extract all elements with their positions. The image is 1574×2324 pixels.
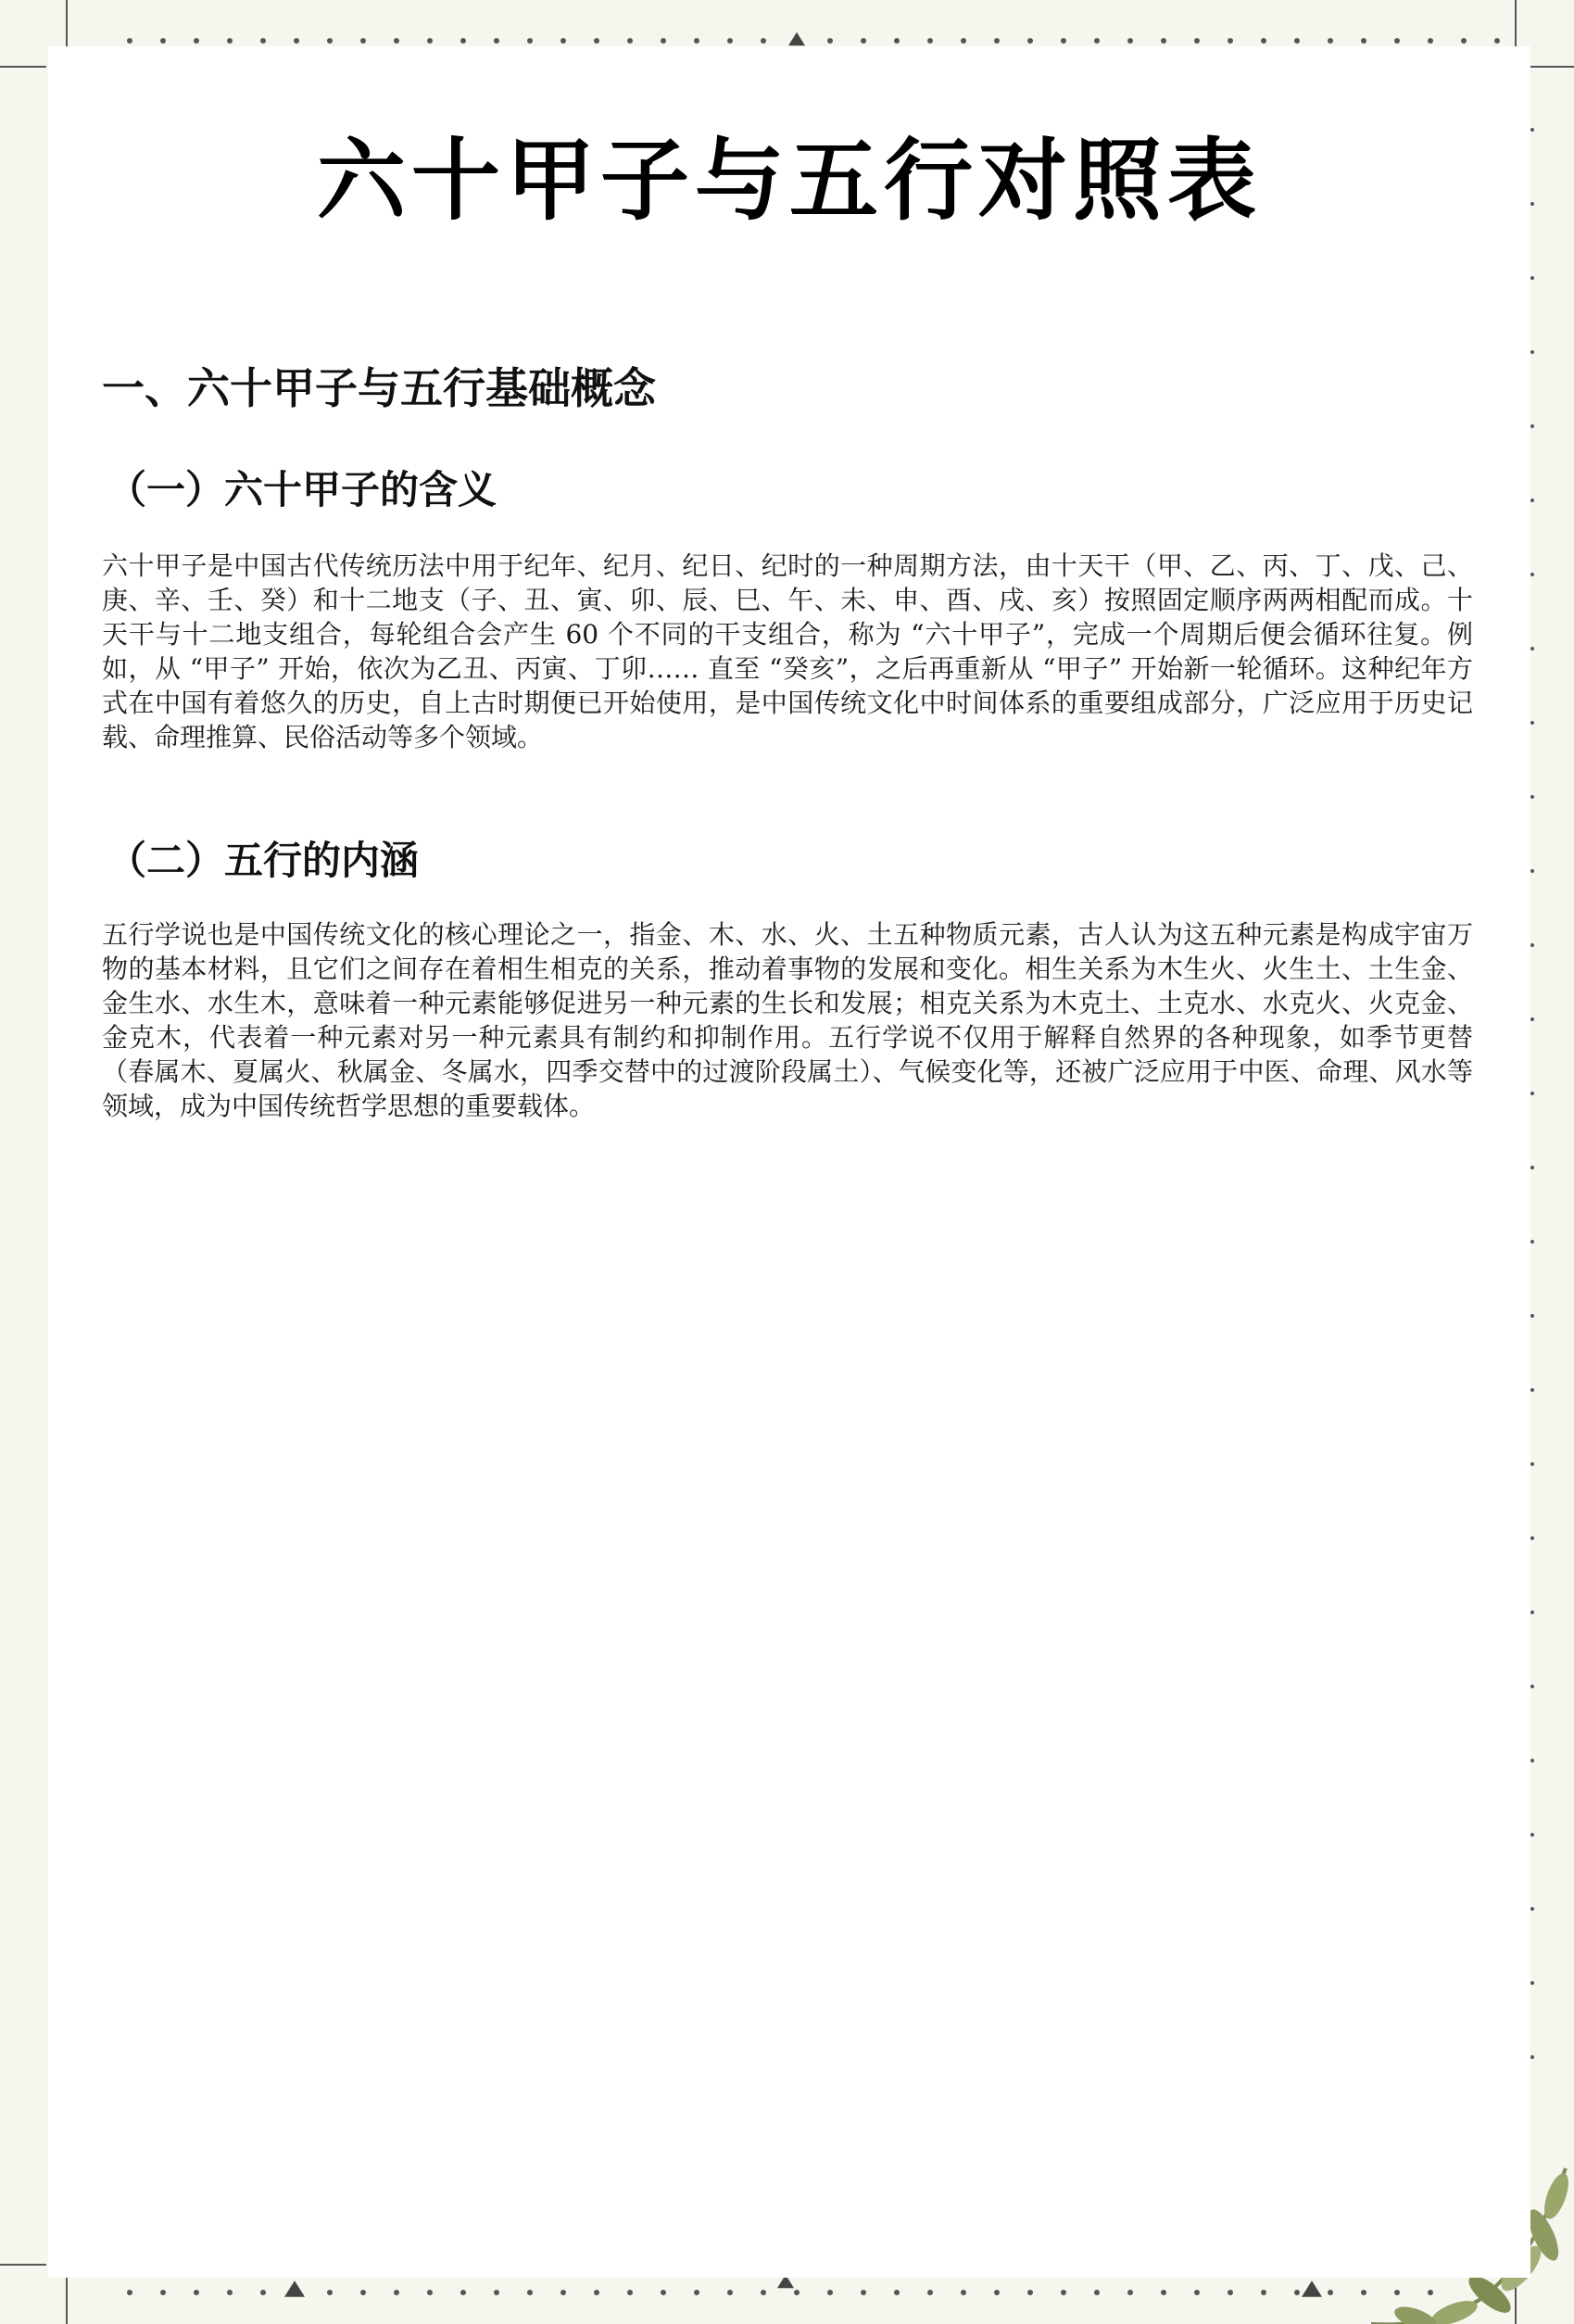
border-dot xyxy=(1530,647,1534,650)
border-triangle xyxy=(1302,2280,1322,2297)
border-dot xyxy=(194,38,199,44)
border-dot xyxy=(327,2290,333,2295)
border-dot xyxy=(661,2290,666,2295)
border-dot xyxy=(661,38,666,44)
border-dot xyxy=(1394,2290,1400,2295)
border-dot xyxy=(1061,2290,1066,2295)
border-dot xyxy=(1530,1314,1534,1318)
border-dot xyxy=(1328,2290,1333,2295)
border-dot xyxy=(1094,2290,1100,2295)
border-dot xyxy=(427,38,433,44)
border-dot xyxy=(294,38,299,44)
border-dot xyxy=(894,38,900,44)
border-dot xyxy=(427,2290,433,2295)
border-dot xyxy=(1228,38,1233,44)
border-triangle xyxy=(788,32,805,45)
border-dot xyxy=(1530,1536,1534,1540)
border-dot xyxy=(1530,128,1534,132)
border-dot xyxy=(1027,2290,1033,2295)
border-dot xyxy=(1461,38,1467,44)
border-dot xyxy=(1530,573,1534,576)
section-heading: 一、六十甲子与五行基础概念 xyxy=(102,363,656,413)
border-dot xyxy=(927,38,933,44)
border-dot xyxy=(1361,38,1366,44)
border-dot xyxy=(1061,38,1066,44)
border-triangle xyxy=(284,2280,305,2297)
border-dot xyxy=(1530,1166,1534,1169)
border-dot xyxy=(227,2290,233,2295)
paragraph-wuxing: 五行学说也是中国传统文化的核心理论之一，指金、木、水、火、土五种物质元素，古人认为这五种元素是构成宇宙万物的基本材料，且它们之间存在着相生相克的关系，推动着事物的发展和变化。相生关系为木生火、火生土、土生金、金生水、水生木，意味着一种元素能够促进另一种元素的生长和发展；相克关系为木克土、土克水、水克火、火克金、金克木，代表着一种元素对另一种元素具有制约和抑制作用。五行学说不仅用于解释自然界的各种现象，如季节更替（春属木、夏属火、秋属金、冬属水，四季交替中的过渡阶段属土）、气候变化等，还被广泛应用于中医、命理、风水等领域，成为中国传统哲学思想的重要载体。 xyxy=(102,919,1473,1121)
border-dot xyxy=(1530,1759,1534,1762)
border-dot xyxy=(1094,38,1100,44)
border-dot xyxy=(994,38,1000,44)
border-dot xyxy=(1530,943,1534,947)
border-dot xyxy=(1530,1685,1534,1688)
border-dot xyxy=(1530,350,1534,354)
border-dot xyxy=(1530,1907,1534,1911)
border-dot xyxy=(1530,1833,1534,1837)
border-dot xyxy=(1494,38,1500,44)
border-dot xyxy=(761,2290,766,2295)
border-dot xyxy=(194,2290,199,2295)
border-dot xyxy=(394,2290,399,2295)
border-dot xyxy=(1530,1388,1534,1392)
subsection-heading-wuxing: （二）五行的内涵 xyxy=(107,838,420,883)
border-dot xyxy=(961,2290,966,2295)
border-dot xyxy=(1328,38,1333,44)
border-dot xyxy=(1294,38,1300,44)
border-dot xyxy=(1394,38,1400,44)
border-dot xyxy=(894,2290,900,2295)
border-dot xyxy=(394,38,399,44)
border-dot xyxy=(1530,721,1534,725)
border-dot xyxy=(994,2290,1000,2295)
border-dot xyxy=(594,38,599,44)
border-dot xyxy=(360,2290,366,2295)
subsection-heading-meaning: （一）六十甲子的含义 xyxy=(107,467,497,512)
border-dot xyxy=(1530,1092,1534,1095)
border-dot xyxy=(1161,38,1166,44)
document-page xyxy=(48,46,1530,2278)
border-dot xyxy=(494,2290,499,2295)
border-dot xyxy=(1530,499,1534,502)
right-tick-border xyxy=(1530,128,1534,2059)
border-dot xyxy=(1530,202,1534,206)
border-dot xyxy=(527,2290,533,2295)
document-title: 六十甲子与五行对照表 xyxy=(317,129,1262,233)
border-dot xyxy=(1127,38,1133,44)
border-dot xyxy=(294,2290,299,2295)
border-dot xyxy=(594,2290,599,2295)
border-dot xyxy=(927,2290,933,2295)
border-dot xyxy=(160,2290,166,2295)
border-dot xyxy=(694,2290,699,2295)
border-dot xyxy=(127,38,132,44)
border-dot xyxy=(827,38,833,44)
border-dot xyxy=(460,38,466,44)
border-dot xyxy=(1194,2290,1200,2295)
border-dot xyxy=(961,38,966,44)
border-dot xyxy=(1261,2290,1266,2295)
border-dot xyxy=(1530,1610,1534,1614)
border-dot xyxy=(360,38,366,44)
border-dot xyxy=(1530,1017,1534,1021)
bottom-dot-border xyxy=(127,2275,1433,2297)
border-dot xyxy=(1027,38,1033,44)
border-dot xyxy=(1161,2290,1166,2295)
border-dot xyxy=(861,2290,866,2295)
border-dot xyxy=(1530,795,1534,799)
border-dot xyxy=(827,2290,833,2295)
border-dot xyxy=(1294,2290,1300,2295)
border-dot xyxy=(260,38,266,44)
border-dot xyxy=(861,38,866,44)
border-dot xyxy=(527,38,533,44)
border-dot xyxy=(1530,2055,1534,2059)
border-dot xyxy=(1530,1981,1534,1985)
border-dot xyxy=(494,38,499,44)
border-dot xyxy=(1361,2290,1366,2295)
border-dot xyxy=(227,38,233,44)
top-dot-border xyxy=(127,32,1500,45)
border-dot xyxy=(727,38,733,44)
border-dot xyxy=(1530,276,1534,280)
border-dot xyxy=(1530,1462,1534,1466)
border-dot xyxy=(1428,2290,1433,2295)
border-dot xyxy=(1228,2290,1233,2295)
border-dot xyxy=(727,2290,733,2295)
border-dot xyxy=(627,38,633,44)
border-dot xyxy=(1127,2290,1133,2295)
border-dot xyxy=(694,38,699,44)
border-dot xyxy=(327,38,333,44)
border-dot xyxy=(1530,1240,1534,1244)
border-dot xyxy=(560,2290,566,2295)
border-dot xyxy=(1428,38,1433,44)
border-dot xyxy=(560,38,566,44)
border-dot xyxy=(1530,869,1534,873)
paragraph-sixty-jiazi: 六十甲子是中国古代传统历法中用于纪年、纪月、纪日、纪时的一种周期方法，由十天干（甲、乙、丙、丁、戊、己、庚、辛、壬、癸）和十二地支（子、丑、寅、卯、辰、巳、午、未、申、酉、戌、亥）按照固定顺序两两相配而成。十天干与十二地支组合，每轮组合会产生 60 个不同的干支组合，称为 “六十甲子”，完成一个周期后便会循环往复。例如，从 “甲子” 开始，依次为乙丑、丙寅、丁卯…… 直至 “癸亥”，之后再重新从 “甲子” 开始新一轮循环。这种纪年方式在中国有着悠久的历史，自上古时期便已开始使用，是中国传统文化中时间体系的重要组成部分，广泛应用于历史记载、命理推算、民俗活动等多个领域。 xyxy=(102,550,1473,752)
border-dot xyxy=(160,38,166,44)
border-dot xyxy=(260,2290,266,2295)
border-dot xyxy=(794,2290,800,2295)
border-dot xyxy=(1194,38,1200,44)
border-dot xyxy=(460,2290,466,2295)
border-dot xyxy=(761,38,766,44)
border-dot xyxy=(1530,424,1534,428)
border-dot xyxy=(127,2290,132,2295)
border-dot xyxy=(1261,38,1266,44)
border-dot xyxy=(627,2290,633,2295)
